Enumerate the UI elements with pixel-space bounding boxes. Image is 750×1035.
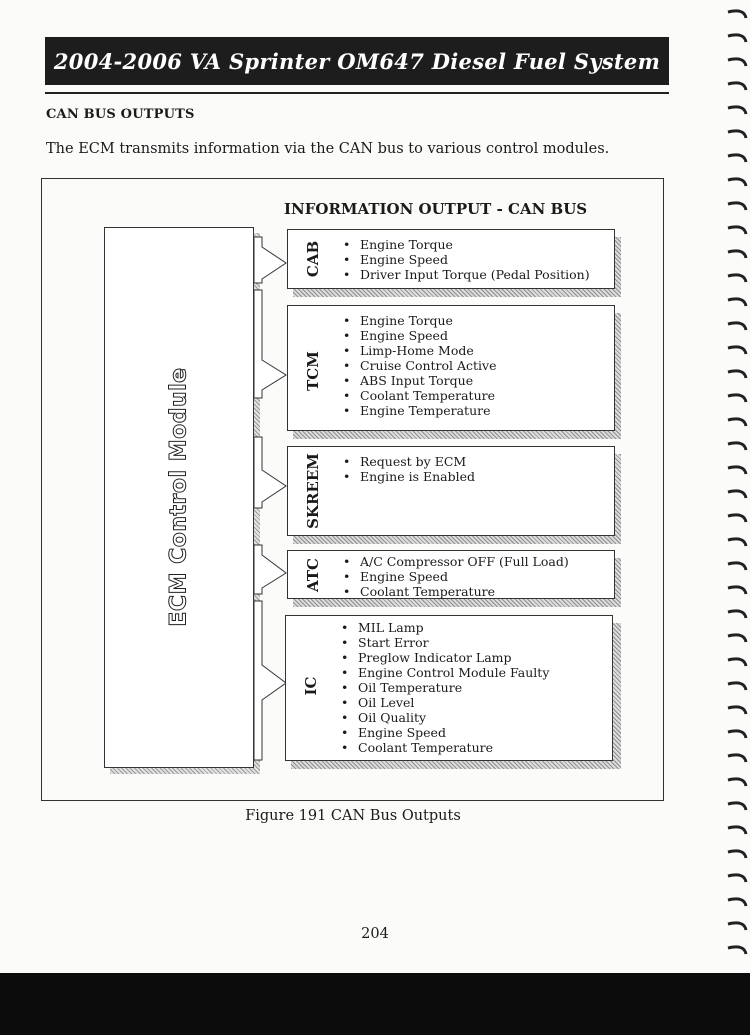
- list-item: • Engine Speed: [340, 725, 549, 740]
- page-number: 204: [361, 926, 389, 942]
- module-list-tcm: [342, 313, 497, 418]
- arrow-cab: [254, 237, 286, 283]
- module-list-skreem: [342, 454, 475, 484]
- list-item: • Oil Level: [340, 695, 549, 710]
- list-item: • Oil Quality: [340, 710, 549, 725]
- arrow-atc: [254, 545, 286, 594]
- arrow-tcm: [254, 290, 286, 398]
- list-item: • Engine Torque: [342, 313, 497, 328]
- list-item: • Driver Input Torque (Pedal Position): [342, 267, 590, 282]
- list-item: • ABS Input Torque: [342, 373, 497, 388]
- module-code-cab: CAB: [304, 240, 322, 278]
- module-box-cab: [287, 229, 615, 289]
- arrow-skreem: [254, 437, 286, 508]
- list-item: • Engine Torque: [342, 237, 590, 252]
- module-code-skreem: SKREEM: [304, 453, 322, 529]
- list-item: • Coolant Temperature: [340, 740, 549, 755]
- intro-paragraph: The ECM transmits information via the CAN bus to various control modules.: [46, 141, 610, 157]
- list-item: • Coolant Temperature: [342, 388, 497, 403]
- diagram-title: INFORMATION OUTPUT - CAN BUS: [284, 200, 588, 218]
- list-item: • Engine Speed: [342, 252, 590, 267]
- page-header-title: 2004-2006 VA Sprinter OM647 Diesel Fuel System: [53, 48, 661, 74]
- module-list-atc: [342, 554, 569, 599]
- figure-caption: Figure 191 CAN Bus Outputs: [245, 808, 461, 824]
- ecm-control-module-label: ECM Control Module: [166, 367, 192, 627]
- list-item: • Engine Temperature: [342, 403, 497, 418]
- list-item: • Engine is Enabled: [342, 469, 475, 484]
- list-item: • Engine Speed: [342, 328, 497, 343]
- module-code-atc: ATC: [304, 558, 322, 592]
- module-code-ic: IC: [302, 676, 320, 696]
- list-item: • A/C Compressor OFF (Full Load): [342, 554, 569, 569]
- list-item: • MIL Lamp: [340, 620, 549, 635]
- list-item: • Request by ECM: [342, 454, 475, 469]
- list-item: • Limp-Home Mode: [342, 343, 497, 358]
- list-item: • Coolant Temperature: [342, 584, 569, 599]
- module-box-tcm: [287, 305, 615, 431]
- list-item: • Preglow Indicator Lamp: [340, 650, 549, 665]
- module-list-ic: [340, 620, 549, 755]
- list-item: • Oil Temperature: [340, 680, 549, 695]
- module-code-tcm: TCM: [304, 351, 322, 391]
- list-item: • Start Error: [340, 635, 549, 650]
- module-list-cab: [342, 237, 590, 282]
- list-item: • Engine Speed: [342, 569, 569, 584]
- section-heading: CAN BUS OUTPUTS: [46, 107, 195, 122]
- list-item: • Engine Control Module Faulty: [340, 665, 549, 680]
- list-item: • Cruise Control Active: [342, 358, 497, 373]
- module-box-ic: [285, 615, 613, 761]
- arrow-ic: [254, 601, 286, 760]
- module-box-atc: [287, 550, 615, 599]
- module-box-skreem: [287, 446, 615, 536]
